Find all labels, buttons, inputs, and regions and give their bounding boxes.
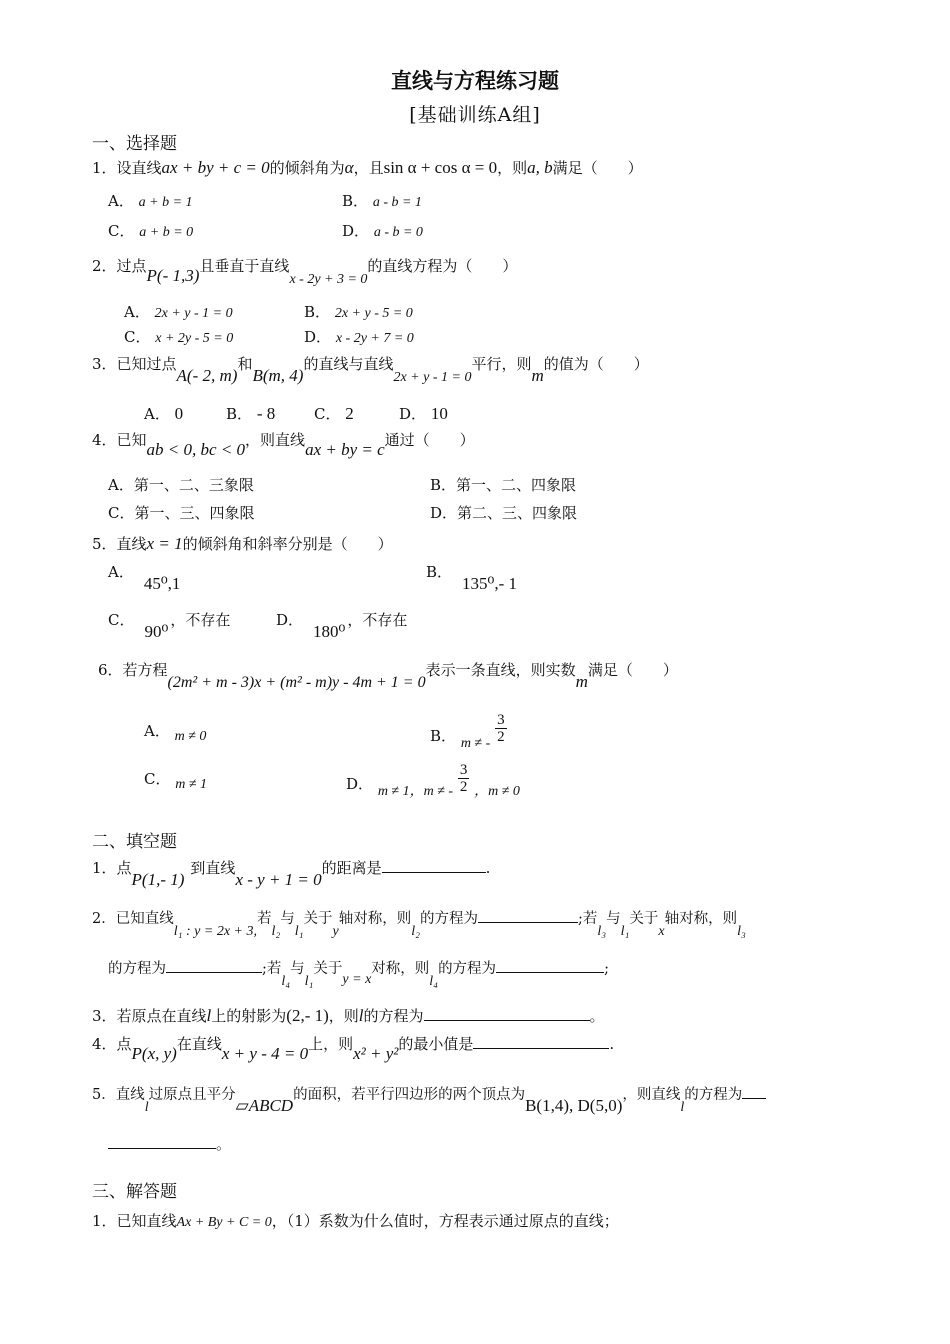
fill-question-1 [92,858,491,889]
math-expr: l₃ [597,924,607,939]
fill-question-5-line2 [108,1134,231,1153]
stem-text: ，则直线 [245,431,306,449]
option-math: 2x + y - 1 = 0 [154,306,233,321]
option-math: 2x + y - 5 = 0 [334,306,413,321]
solve-question-1 [92,1212,619,1232]
option-label: B． [430,726,457,745]
option-label: C． [314,405,341,423]
stem-text: 在直线 [176,1035,222,1053]
stem-text: ，（1）系数为什么值时，方程表示通过原点的直线； [271,1212,619,1230]
stem-text: 的面积，若平行四边形的两个顶点为 [293,1087,526,1103]
stem-text: 1．设直线 [92,159,162,177]
stem-text: 的最小值是 [398,1035,474,1053]
stem-text: 对称，则 [371,961,430,977]
math-expr: x - y + 1 = 0 [235,870,322,889]
option-2a [124,303,233,323]
stem-text: 与 [290,961,305,977]
math-expr: x² + y² [353,1044,399,1063]
stem-text: ，则直线 [622,1087,681,1103]
fraction [495,712,507,745]
math-expr: y [332,924,339,939]
stem-text: 2．过点 [92,257,147,275]
answer-blank[interactable] [478,908,578,923]
math-expr: l [206,1006,212,1025]
fill-question-2-line2 [108,958,609,989]
stem-text: 通过（ ） [384,431,475,449]
option-label: B． [226,405,253,423]
math-expr: l₄ [281,974,291,989]
option-math: 2 [345,404,354,423]
option-1a [108,192,193,212]
stem-text: 。 [216,1135,232,1153]
math-expr: Ax + By + C = 0 [176,1215,272,1230]
math-expr: x + y - 4 = 0 [221,1044,309,1063]
math-expr: l₂ [411,924,420,939]
option-5b [426,562,518,593]
option-math: x - 2y + 7 = 0 [335,331,414,346]
stem-text: 上，则 [308,1035,354,1053]
math-expr: x [658,924,665,939]
math-expr: l₃ [737,924,746,939]
math-expr: m [575,672,588,691]
option-text: 第一、三、四象限 [134,504,255,522]
answer-blank[interactable] [473,1034,609,1049]
math-expr: l₁ [294,924,304,939]
page-subtitle: [基础训练A组] [409,104,541,126]
option-5d [276,610,408,641]
choice-question-5 [92,534,393,554]
math-expr: (2m² + m - 3)x + (m² - m)y - 4m + 1 = 0 [167,674,426,691]
math-expr: A(- 2, m) [176,366,238,385]
option-label: A． [144,405,170,423]
option-math: a - b = 0 [373,225,423,240]
option-label: A． [108,192,134,210]
fraction-numerator: 3 [497,712,505,728]
answer-blank[interactable] [496,958,604,973]
option-1d [342,222,423,242]
answer-blank[interactable] [166,958,262,973]
answer-blank[interactable] [108,1134,216,1149]
option-math: a + b = 1 [138,195,193,210]
stem-text: 过原点且平分 [148,1087,236,1103]
stem-text: 关于 [303,911,333,927]
math-expr: m [531,366,544,385]
choice-question-2 [92,256,518,287]
stem-text: . [485,859,491,877]
stem-text: 关于 [313,961,343,977]
option-math: x + 2y - 5 = 0 [155,331,234,346]
math-expr: x = 1 [146,534,183,553]
answer-blank[interactable] [382,858,486,873]
stem-text: 的方程为 [108,961,166,977]
stem-text: ;若 [262,961,282,977]
option-text: ，不存在 [170,611,231,629]
section-heading-solve: 三、解答题 [92,1182,177,1202]
stem-text: ;若 [578,911,598,927]
math-expr: y = x [342,972,372,987]
option-math: m ≠ 1，m ≠ - [377,783,454,799]
option-label: A． [144,722,170,740]
option-2c [124,328,233,348]
stem-text: 与 [280,911,295,927]
math-expr: l₄ [429,974,439,989]
math-expr: P(x, y) [131,1044,177,1063]
stem-text: 满足（ ） [552,159,643,177]
stem-text: 。 [589,1007,605,1025]
option-label: B． [342,192,369,210]
answer-blank[interactable] [424,1006,590,1021]
option-text: 第一、二、四象限 [456,476,577,494]
option-3d [399,404,448,424]
option-label: A． [108,563,134,581]
stem-text: 的倾斜角和斜率分别是（ ） [182,535,393,553]
option-label: D． [346,774,374,793]
fill-question-4 [92,1034,615,1063]
option-4a [108,476,254,494]
fraction-numerator: 3 [459,762,468,778]
stem-text: ，且 [353,159,384,177]
math-expr: B(1,4), D(5,0) [525,1096,623,1115]
math-expr: B(m, 4) [252,366,304,385]
answer-blank[interactable] [742,1084,766,1099]
option-3c [314,404,354,424]
option-math: a + b = 0 [139,225,194,240]
option-math: ，m ≠ 0 [474,783,520,799]
math-expr: P(1,- 1) [131,870,185,889]
option-5a [108,562,181,593]
math-expr: (2,- 1) [286,1006,329,1025]
choice-question-6 [98,660,678,691]
option-label: D． [304,328,332,346]
section-heading-fill: 二、填空题 [92,832,177,852]
option-2d [304,328,414,348]
stem-text: 4．点 [92,1035,132,1053]
option-label: B． [430,476,457,494]
stem-text: 和 [237,355,253,373]
choice-question-1 [92,158,643,178]
stem-text: 3．已知过点 [92,355,177,373]
math-expr: P(- 1,3) [146,266,200,285]
math-expr: 2x + y - 1 = 0 [393,370,472,385]
option-4d [430,504,577,522]
fill-question-3 [92,1006,605,1026]
option-math: 180⁰ [313,622,346,641]
stem-text: ，则 [328,1007,359,1025]
fill-question-5 [92,1084,766,1115]
math-expr: ax + by = c [305,440,385,459]
math-expr: l [358,1006,364,1025]
option-5c [108,610,231,641]
stem-text: 表示一条直线，则实数 [425,661,576,679]
option-math: m ≠ 1 [175,777,208,792]
stem-text: 的直线方程为（ ） [367,257,518,275]
stem-text: 的倾斜角为 [269,159,345,177]
fill-question-2 [92,908,746,939]
math-expr: l₁ [620,924,630,939]
stem-text: 的值为（ ） [543,355,649,373]
fraction [458,762,470,795]
stem-text: . [609,1035,615,1053]
option-math: 135⁰,- 1 [462,574,518,593]
option-label: D． [342,222,370,240]
option-3b [226,404,275,424]
stem-text: 关于 [629,911,659,927]
stem-text: 的距离是 [321,859,382,877]
option-math: - 8 [256,404,276,423]
option-3a [144,404,183,424]
choice-question-4 [92,430,475,459]
stem-text: 2．已知直线 [92,911,174,927]
option-label: B． [426,563,453,581]
math-expr: a, b [527,158,553,177]
stem-text: 4．已知 [92,431,147,449]
stem-text: 且垂直于直线 [199,257,290,275]
option-4c [108,504,255,522]
math-expr: ▱ABCD [235,1096,294,1115]
option-text: 第二、三、四象限 [457,504,578,522]
stem-text: 3．若原点在直线 [92,1007,207,1025]
stem-text: 5．直线 [92,535,147,553]
option-label: A． [108,476,134,494]
stem-text: 轴对称，则 [338,911,412,927]
option-4b [430,476,576,494]
stem-text: 的直线与直线 [303,355,394,373]
option-2b [304,303,413,323]
stem-text: 轴对称，则 [664,911,738,927]
option-label: C． [108,222,135,240]
option-label: A． [124,303,150,321]
option-label: D． [430,504,458,522]
stem-text: 上的射影为 [211,1007,287,1025]
option-label: C． [108,611,135,629]
option-6b [430,712,507,751]
option-math: m ≠ 0 [174,729,207,744]
stem-text: 的方程为 [420,911,478,927]
option-6d [346,762,520,799]
fraction-denominator: 2 [497,729,505,745]
option-math: 10 [430,404,448,423]
option-math: 45⁰,1 [143,574,181,593]
option-6c [144,770,207,790]
stem-text: ，则 [497,159,528,177]
option-math: m ≠ - [460,735,491,751]
option-label: C． [108,504,135,522]
option-text: ，不存在 [347,611,408,629]
option-label: C． [144,770,171,788]
math-expr: l₂ [271,924,281,939]
option-6a [144,722,206,742]
math-expr: α [344,158,354,177]
math-expr: l [144,1100,149,1115]
option-1c [108,222,193,242]
math-expr: x - 2y + 3 = 0 [289,272,368,287]
stem-text: 的方程为 [438,961,497,977]
math-expr: ab < 0, bc < 0 [146,440,246,459]
option-label: D． [276,611,304,629]
stem-text: 与 [606,911,621,927]
choice-question-3 [92,354,649,385]
option-label: C． [124,328,151,346]
stem-text: 满足（ ） [587,661,678,679]
option-math: 0 [174,404,184,423]
option-1b [342,192,422,212]
page-title: 直线与方程练习题 [391,68,559,93]
fraction-denominator: 2 [459,779,468,795]
option-text: 第一、二、三象限 [133,476,254,494]
stem-text: 1．已知直线 [92,1212,177,1230]
math-expr: ax + by + c = 0 [161,158,270,177]
stem-text: 6．若方程 [98,661,168,679]
stem-text: 到直线 [190,859,236,877]
stem-text: 平行，则 [471,355,532,373]
section-heading-choice: 一、选择题 [92,134,177,154]
math-expr: l₁ [304,974,314,989]
stem-text: 若 [256,911,272,927]
stem-text: 5．直线 [92,1087,145,1103]
math-expr: l [680,1100,685,1115]
option-math: a - b = 1 [372,195,422,210]
option-label: D． [399,405,427,423]
stem-text: ; [604,961,609,977]
stem-text: 的方程为 [684,1087,743,1103]
math-expr: sin α + cos α = 0 [383,158,498,177]
stem-text: 的方程为 [363,1007,424,1025]
math-expr: l₁ : y = 2x + 3, [173,924,257,939]
option-label: B． [304,303,331,321]
option-math: 90⁰ [144,622,169,641]
stem-text: 1．点 [92,859,132,877]
